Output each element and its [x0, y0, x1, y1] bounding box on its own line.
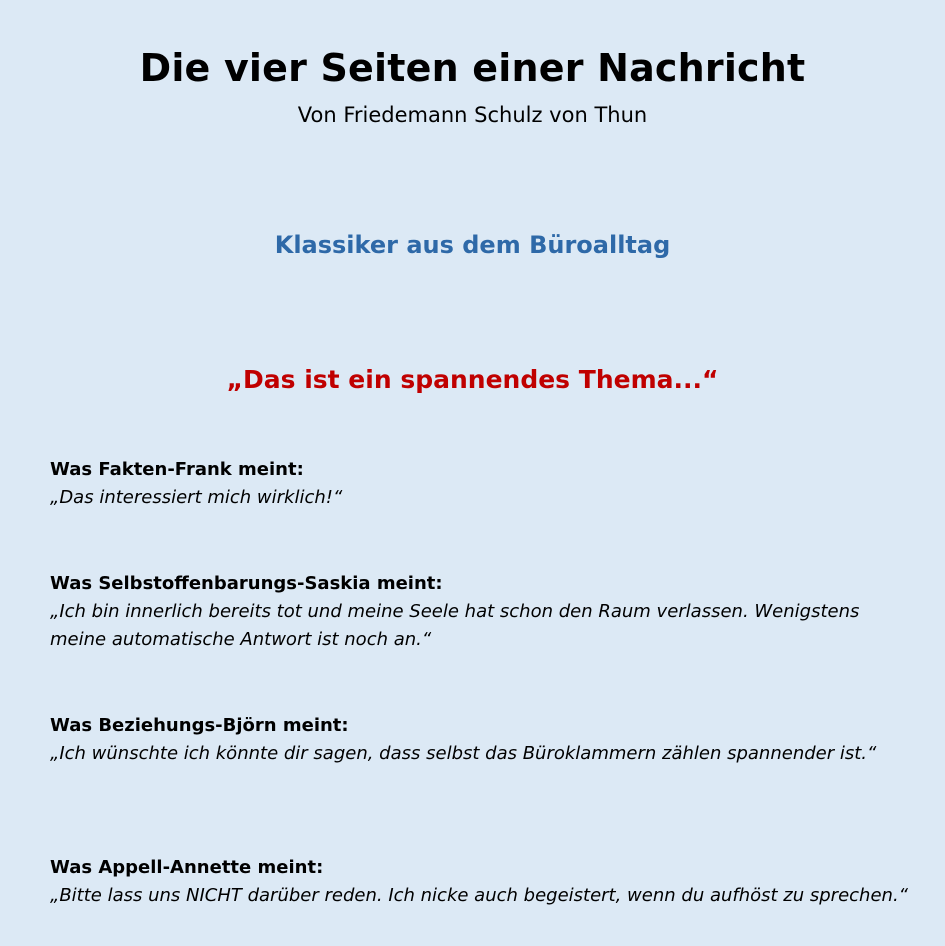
- entry-text: „Ich bin innerlich bereits tot und meine Seele hat schon den Raum verlassen. Wenigstens meine automatische Antwort ist noch an.“: [50, 601, 860, 650]
- entry-appell-annette: [50, 854, 910, 910]
- entry-label: Was Selbstoffenbarungs-Saskia meint:: [50, 573, 443, 594]
- entry-label: Was Beziehungs-Björn meint:: [50, 715, 349, 736]
- entry-text: „Das interessiert mich wirklich!“: [50, 487, 343, 508]
- quote-heading: „Das ist ein spannendes Thema...“: [226, 365, 719, 394]
- section-heading: Klassiker aus dem Büroalltag: [274, 231, 671, 259]
- entry-text: „Bitte lass uns NICHT darüber reden. Ich nicke auch begeistert, wenn du aufhöst zu sprechen.“: [50, 885, 908, 906]
- page-subtitle: Von Friedemann Schulz von Thun: [297, 103, 648, 127]
- page-title: Die vier Seiten einer Nachricht: [139, 46, 806, 90]
- entry-label: Was Appell-Annette meint:: [50, 857, 324, 878]
- entry-beziehungs-bjoern: [50, 712, 910, 768]
- entry-label: Was Fakten-Frank meint:: [50, 459, 304, 480]
- entry-fakten-frank: [50, 456, 910, 512]
- entry-selbstoffenbarungs-saskia: [50, 570, 910, 654]
- entry-text: „Ich wünschte ich könnte dir sagen, dass selbst das Büroklammern zählen spannender ist.“: [50, 743, 877, 764]
